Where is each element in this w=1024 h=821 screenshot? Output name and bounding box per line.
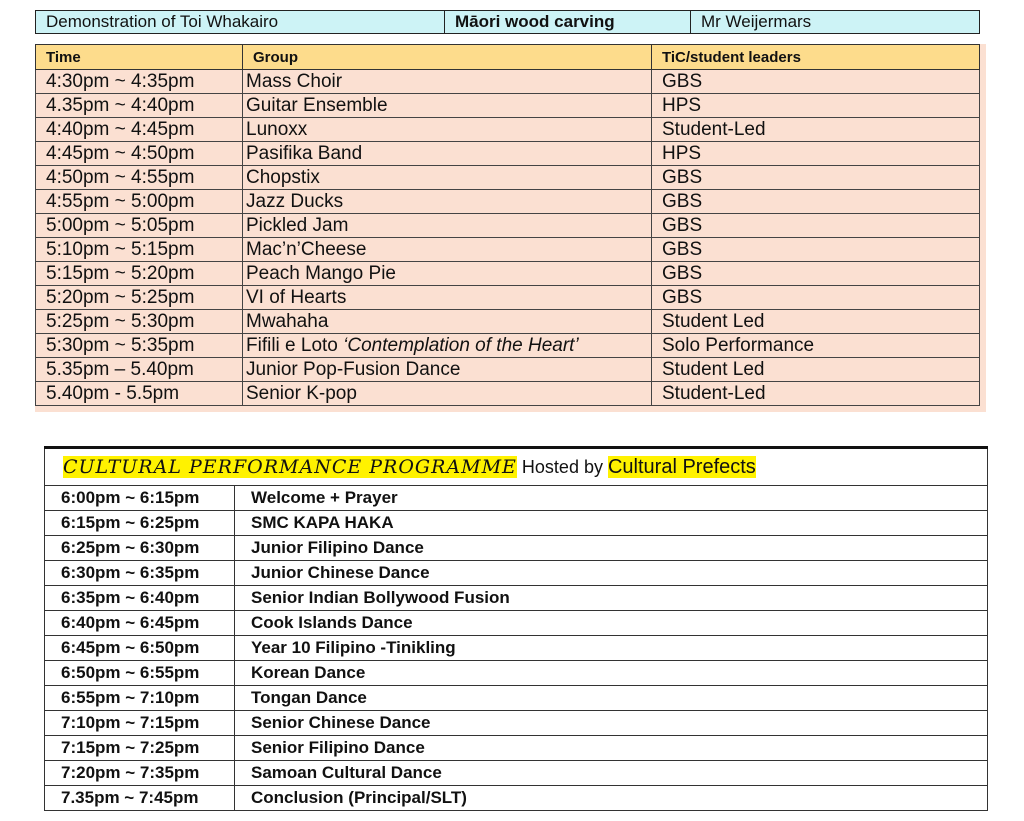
schedule-row xyxy=(36,166,980,190)
cultural-time: 7.35pm ~ 7:45pm xyxy=(45,786,235,811)
schedule-group xyxy=(243,142,652,166)
schedule-header-row xyxy=(36,45,980,70)
cultural-event: Senior Indian Bollywood Fusion xyxy=(235,586,988,611)
schedule-leader: GBS xyxy=(652,166,980,190)
demonstration-table xyxy=(35,10,980,34)
cultural-time: 6:00pm ~ 6:15pm xyxy=(45,486,235,511)
cultural-event: Senior Chinese Dance xyxy=(235,711,988,736)
schedule-row xyxy=(36,358,980,382)
cultural-title: CULTURAL PERFORMANCE PROGRAMME xyxy=(63,455,517,478)
schedule-group xyxy=(243,358,652,382)
schedule-leader: Student-Led xyxy=(652,118,980,142)
cultural-time: 6:45pm ~ 6:50pm xyxy=(45,636,235,661)
cultural-event: Junior Chinese Dance xyxy=(235,561,988,586)
cultural-row xyxy=(45,711,988,736)
cultural-time: 6:50pm ~ 6:55pm xyxy=(45,661,235,686)
cultural-time: 6:15pm ~ 6:25pm xyxy=(45,511,235,536)
schedule-leader: Student Led xyxy=(652,310,980,334)
schedule-time: 5.35pm – 5.40pm xyxy=(36,358,243,382)
schedule-time: 5:00pm ~ 5:05pm xyxy=(36,214,243,238)
schedule-group-name: Senior K-pop xyxy=(246,382,357,404)
cultural-time: 6:40pm ~ 6:45pm xyxy=(45,611,235,636)
cultural-section xyxy=(44,446,988,818)
schedule-group-name: Mwahaha xyxy=(246,310,329,332)
cultural-time: 7:15pm ~ 7:25pm xyxy=(45,736,235,761)
cultural-header-row xyxy=(45,449,988,486)
schedule-time: 4.35pm ~ 4:40pm xyxy=(36,94,243,118)
schedule-time: 5:15pm ~ 5:20pm xyxy=(36,262,243,286)
schedule-row xyxy=(36,262,980,286)
schedule-group-name: Pasifika Band xyxy=(246,142,363,164)
cultural-time: 6:25pm ~ 6:30pm xyxy=(45,536,235,561)
cultural-row xyxy=(45,661,988,686)
schedule-group-name: Pickled Jam xyxy=(246,214,349,236)
cultural-event: Korean Dance xyxy=(235,661,988,686)
schedule-time: 5:10pm ~ 5:15pm xyxy=(36,238,243,262)
schedule-time: 4:40pm ~ 4:45pm xyxy=(36,118,243,142)
cultural-body xyxy=(45,486,988,811)
schedule-group xyxy=(243,190,652,214)
schedule-leader: GBS xyxy=(652,238,980,262)
schedule-time: 5.40pm - 5.5pm xyxy=(36,382,243,406)
cultural-event: Cook Islands Dance xyxy=(235,611,988,636)
cultural-row xyxy=(45,786,988,811)
schedule-group xyxy=(243,94,652,118)
schedule-group-name: Mass Choir xyxy=(246,70,343,92)
cultural-event: Tongan Dance xyxy=(235,686,988,711)
schedule-leader: Solo Performance xyxy=(652,334,980,358)
cultural-time: 6:30pm ~ 6:35pm xyxy=(45,561,235,586)
cultural-header xyxy=(45,449,988,486)
schedule-time: 5:30pm ~ 5:35pm xyxy=(36,334,243,358)
schedule-row xyxy=(36,214,980,238)
schedule-group xyxy=(243,70,652,94)
schedule-group-name: Jazz Ducks xyxy=(246,190,344,212)
cultural-row xyxy=(45,686,988,711)
schedule-group xyxy=(243,166,652,190)
schedule-row xyxy=(36,190,980,214)
demonstration-row xyxy=(36,11,980,34)
schedule-group xyxy=(243,118,652,142)
schedule-group xyxy=(243,286,652,310)
schedule-table xyxy=(35,44,980,406)
schedule-row xyxy=(36,382,980,406)
schedule-group-name: Guitar Ensemble xyxy=(246,94,388,116)
cultural-event: Welcome + Prayer xyxy=(235,486,988,511)
schedule-time: 5:20pm ~ 5:25pm xyxy=(36,286,243,310)
schedule-row xyxy=(36,334,980,358)
schedule-row xyxy=(36,286,980,310)
schedule-section xyxy=(35,44,986,412)
cultural-host: Cultural Prefects xyxy=(607,455,756,478)
schedule-row xyxy=(36,310,980,334)
cultural-row xyxy=(45,511,988,536)
schedule-row xyxy=(36,238,980,262)
cultural-time: 6:35pm ~ 6:40pm xyxy=(45,586,235,611)
cultural-time: 7:10pm ~ 7:15pm xyxy=(45,711,235,736)
cultural-table xyxy=(44,449,988,811)
schedule-leader: GBS xyxy=(652,262,980,286)
cultural-row xyxy=(45,561,988,586)
cultural-event: Year 10 Filipino -Tinikling xyxy=(235,636,988,661)
schedule-time: 4:45pm ~ 4:50pm xyxy=(36,142,243,166)
schedule-group-subtitle: ‘Contemplation of the Heart’ xyxy=(343,334,579,356)
schedule-group-name: Mac’n’Cheese xyxy=(246,238,367,260)
schedule-leader: GBS xyxy=(652,70,980,94)
cultural-event: Junior Filipino Dance xyxy=(235,536,988,561)
schedule-group-name: Chopstix xyxy=(246,166,320,188)
cultural-row xyxy=(45,486,988,511)
schedule-leader: GBS xyxy=(652,214,980,238)
schedule-header-time: Time xyxy=(36,45,243,70)
schedule-leader: GBS xyxy=(652,286,980,310)
schedule-row xyxy=(36,142,980,166)
schedule-group-name: Fifili e Loto xyxy=(246,334,344,356)
schedule-group-name: Lunoxx xyxy=(246,118,308,140)
schedule-group xyxy=(243,310,652,334)
cultural-event: Conclusion (Principal/SLT) xyxy=(235,786,988,811)
schedule-leader: HPS xyxy=(652,94,980,118)
schedule-leader: Student Led xyxy=(652,358,980,382)
schedule-group xyxy=(243,238,652,262)
schedule-time: 4:50pm ~ 4:55pm xyxy=(36,166,243,190)
cultural-row xyxy=(45,586,988,611)
cultural-event: SMC KAPA HAKA xyxy=(235,511,988,536)
cultural-hosted-by: Hosted by xyxy=(516,456,608,477)
cultural-time: 6:55pm ~ 7:10pm xyxy=(45,686,235,711)
schedule-group-name: Junior Pop-Fusion Dance xyxy=(246,358,461,380)
schedule-body xyxy=(36,70,980,406)
cultural-event: Samoan Cultural Dance xyxy=(235,761,988,786)
cultural-row xyxy=(45,611,988,636)
schedule-header-leaders: TiC/student leaders xyxy=(652,45,980,70)
demonstration-event: Demonstration of Toi Whakairo xyxy=(36,11,445,34)
cultural-row xyxy=(45,636,988,661)
schedule-leader: GBS xyxy=(652,190,980,214)
schedule-row xyxy=(36,94,980,118)
cultural-time: 7:20pm ~ 7:35pm xyxy=(45,761,235,786)
schedule-time: 4:30pm ~ 4:35pm xyxy=(36,70,243,94)
schedule-header-group: Group xyxy=(243,45,652,70)
schedule-row xyxy=(36,118,980,142)
schedule-group xyxy=(243,214,652,238)
schedule-leader: Student-Led xyxy=(652,382,980,406)
demonstration-topic: Māori wood carving xyxy=(445,11,691,34)
schedule-group-name: Peach Mango Pie xyxy=(246,262,396,284)
demonstration-teacher: Mr Weijermars xyxy=(691,11,980,34)
schedule-group-name: VI of Hearts xyxy=(246,286,347,308)
schedule-group xyxy=(243,334,652,358)
schedule-time: 5:25pm ~ 5:30pm xyxy=(36,310,243,334)
cultural-row xyxy=(45,536,988,561)
schedule-leader: HPS xyxy=(652,142,980,166)
schedule-time: 4:55pm ~ 5:00pm xyxy=(36,190,243,214)
schedule-row xyxy=(36,70,980,94)
schedule-group xyxy=(243,262,652,286)
cultural-row xyxy=(45,761,988,786)
cultural-row xyxy=(45,736,988,761)
schedule-group xyxy=(243,382,652,406)
cultural-event: Senior Filipino Dance xyxy=(235,736,988,761)
